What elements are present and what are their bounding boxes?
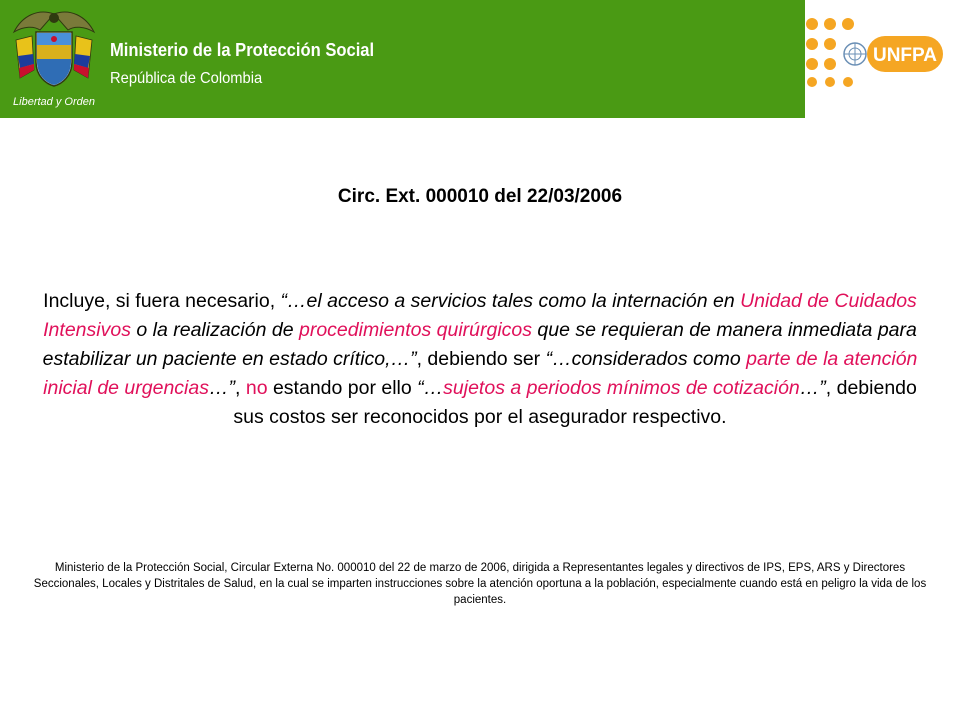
paragraph-quote-segment: …” <box>799 377 826 399</box>
paragraph-segment: Incluye, si fuera necesario, <box>43 290 281 312</box>
unfpa-logo <box>804 16 944 88</box>
paragraph-quote-segment: “… <box>417 377 444 399</box>
circular-title: Circ. Ext. 000010 del 22/03/2006 <box>337 186 623 207</box>
coat-of-arms-icon <box>8 6 100 112</box>
paragraph-segment: estando por ello <box>267 377 418 399</box>
source-footnote: Ministerio de la Protección Social, Circular Externa No. 000010 del 22 de marzo de 2006, dirigida a Representantes legales y directivos de IPS, EPS, ARS y Directores Seccionales, Locales y Distritales de Salud, en la cual se imparten instrucciones sobre la atención oportuna a la población, especialmente cuando está en peligro la vida de los pacientes. <box>33 562 927 606</box>
un-emblem-icon <box>844 43 866 65</box>
paragraph-quote-segment: “…el acceso a servicios tales como la internación en <box>280 290 741 312</box>
ministry-subtitle: República de Colombia <box>110 70 263 87</box>
highlight-initial-care: parte de la atención inicial de urgencias <box>43 348 918 399</box>
paragraph-quote-segment: o la realización de <box>130 319 299 341</box>
unfpa-logo-text: UNFPA <box>872 45 938 66</box>
paragraph-segment: , debiendo sus costos ser reconocidos por el asegurador respectivo. <box>233 377 917 428</box>
paragraph-segment: , debiendo ser <box>416 348 546 370</box>
highlight-contribution-periods: sujetos a periodos mínimos de cotización <box>443 377 800 399</box>
paragraph-quote-segment: que se requieran de manera inmediata para estabilizar un paciente en estado crítico,…” <box>42 319 917 370</box>
ministry-title: Ministerio de la Protección Social <box>110 40 375 60</box>
highlight-surgery: procedimientos quirúrgicos <box>298 319 533 341</box>
unfpa-dots <box>806 18 854 87</box>
highlight-icu: Unidad de Cuidados Intensivos <box>43 290 917 341</box>
header-bar <box>0 0 805 118</box>
body-paragraph <box>36 287 924 432</box>
highlight-no: no <box>245 377 268 399</box>
paragraph-quote-segment: …” <box>209 377 235 399</box>
paragraph-segment: , <box>235 377 246 399</box>
paragraph-quote-segment: “…considerados como <box>545 348 747 370</box>
svg-text:Libertad y Orden: Libertad y Orden <box>13 96 95 108</box>
